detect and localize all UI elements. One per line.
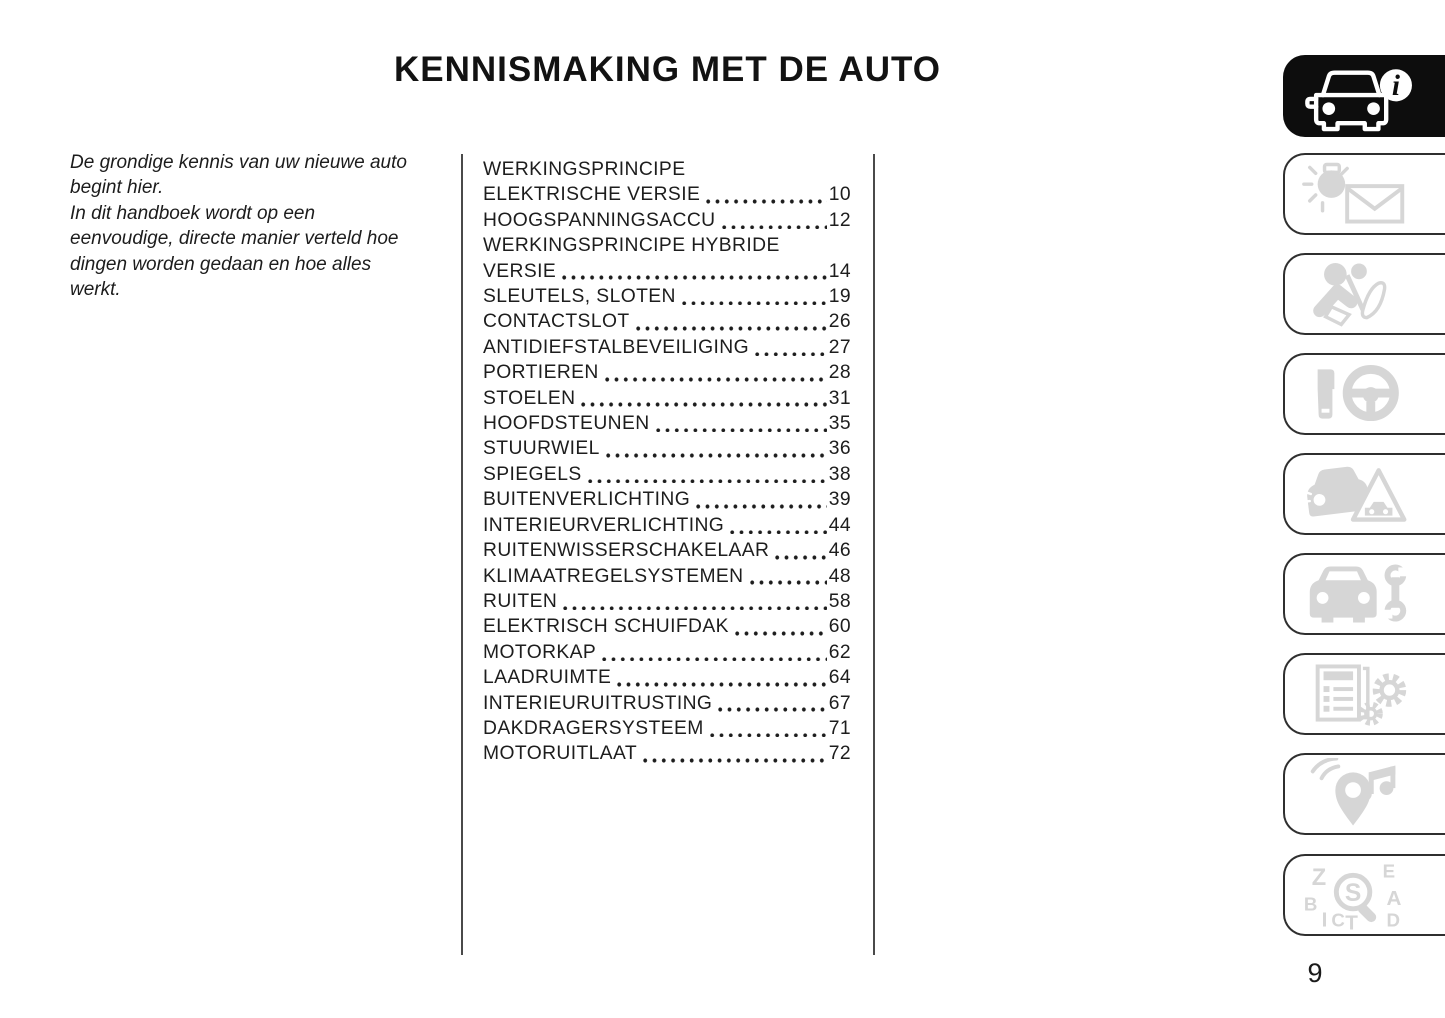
toc-entry[interactable] — [483, 589, 851, 614]
toc-entry[interactable] — [483, 665, 851, 690]
toc-entry[interactable] — [483, 386, 851, 411]
toc-dot-leader — [557, 589, 829, 614]
toc-entry-label: DAKDRAGERSYSTEEM — [483, 717, 704, 739]
page-number: 9 — [1307, 958, 1323, 988]
toc-entry-label: ELEKTRISCHE VERSIE — [483, 184, 701, 206]
toc-dot-leader — [556, 259, 829, 284]
toc-entry-label: PORTIEREN — [483, 362, 599, 384]
toc-dot-leader — [676, 284, 829, 309]
toc-dot-leader — [690, 487, 829, 512]
toc-entry-page-number: 62 — [828, 641, 851, 663]
toc-dot-leader — [769, 538, 828, 563]
car-warning-triangle-icon — [1296, 460, 1418, 528]
car-wrench-icon — [1296, 560, 1418, 628]
toc-dot-leader — [582, 462, 829, 487]
intro-line: In dit handboek wordt op een — [70, 202, 316, 224]
toc-entry-page-number: 35 — [828, 413, 851, 435]
toc-entry-label: MOTORUITLAAT — [483, 743, 638, 765]
svg-text:E: E — [1382, 860, 1396, 882]
toc-entry-label: SLEUTELS, SLOTEN — [483, 286, 676, 308]
toc-entry-label: LAADRUIMTE — [483, 667, 612, 689]
toc-dot-leader — [716, 208, 829, 233]
toc-entry-label: MOTORKAP — [483, 641, 597, 663]
svg-text:D: D — [1386, 909, 1401, 931]
toc-dot-leader — [637, 741, 829, 766]
toc-entry[interactable] — [483, 208, 851, 233]
svg-text:T: T — [1345, 911, 1358, 931]
warning-light-message-icon — [1296, 159, 1418, 229]
toc-entry-page-number: 26 — [828, 311, 851, 333]
toc-entry[interactable] — [483, 640, 851, 665]
sidebar-tab-introduction[interactable] — [1283, 55, 1445, 137]
svg-text:Z: Z — [1311, 865, 1327, 892]
toc-entry-page-number: 60 — [828, 616, 851, 638]
toc-entry-page-number: 67 — [828, 692, 851, 714]
toc-dot-leader — [650, 411, 829, 436]
toc-dot-leader — [744, 564, 829, 589]
toc-entry[interactable] — [483, 513, 851, 538]
toc-entry-page-number: 44 — [828, 514, 851, 536]
toc-dot-leader — [630, 309, 829, 334]
toc-entry[interactable] — [483, 614, 851, 639]
toc-entry-page-number: 48 — [828, 565, 851, 587]
toc-entry[interactable] — [483, 741, 851, 766]
toc-entry-label: STOELEN — [483, 387, 576, 409]
toc-entry-label: INTERIEURVERLICHTING — [483, 514, 725, 536]
toc-dot-leader — [749, 335, 829, 360]
toc-entry[interactable] — [483, 462, 851, 487]
toc-entry[interactable] — [483, 716, 851, 741]
toc-panel — [461, 154, 875, 955]
alphabetical-index-icon — [1296, 859, 1418, 931]
toc-entry-page-number: 64 — [828, 667, 851, 689]
toc-entry-label: VERSIE — [483, 260, 557, 282]
toc-entry[interactable] — [483, 360, 851, 385]
toc-entry-label: WERKINGSPRINCIPE HYBRIDE — [483, 235, 780, 257]
toc-entry-label: HOOFDSTEUNEN — [483, 413, 650, 435]
toc-dot-leader — [724, 513, 829, 538]
toc-entry-page-number: 28 — [828, 362, 851, 384]
toc-entry-page-number: 14 — [828, 260, 851, 282]
toc-entry[interactable] — [483, 309, 851, 334]
toc-entry-page-number: 31 — [828, 387, 851, 409]
toc-entry-label: SPIEGELS — [483, 463, 582, 485]
key-steering-wheel-icon — [1296, 361, 1418, 427]
toc-entry-label: CONTACTSLOT — [483, 311, 630, 333]
toc-dot-leader — [611, 665, 828, 690]
intro-line: begint hier. — [70, 177, 164, 199]
toc-entry[interactable] — [483, 233, 851, 284]
sidebar-tab-starting-driving[interactable] — [1283, 353, 1445, 435]
toc-entry[interactable] — [483, 284, 851, 309]
toc-entry[interactable] — [483, 538, 851, 563]
toc-entry-page-number: 27 — [828, 336, 851, 358]
toc-entry-label: STUURWIEL — [483, 438, 600, 460]
toc-entry[interactable] — [483, 487, 851, 512]
toc-entry-label: RUITEN — [483, 590, 558, 612]
toc-list — [483, 157, 851, 767]
svg-text:B: B — [1303, 893, 1318, 915]
toc-entry-page-number: 38 — [828, 463, 851, 485]
sidebar-tab-safety[interactable] — [1283, 253, 1445, 335]
toc-entry-page-number: 10 — [828, 184, 851, 206]
toc-entry-page-number: 71 — [828, 717, 851, 739]
sidebar-tab-multimedia[interactable] — [1283, 753, 1445, 835]
intro-text — [70, 150, 442, 302]
toc-entry-label: INTERIEURUITRUSTING — [483, 692, 713, 714]
toc-entry[interactable] — [483, 411, 851, 436]
toc-entry-label: ANTIDIEFSTALBEVEILIGING — [483, 336, 749, 358]
svg-text:S: S — [1344, 879, 1362, 907]
toc-dot-leader — [712, 691, 828, 716]
airbag-safety-icon — [1296, 258, 1418, 330]
toc-dot-leader — [600, 436, 829, 461]
toc-dot-leader — [596, 640, 829, 665]
sidebar-tab-index[interactable] — [1283, 854, 1445, 936]
toc-entry-page-number: 72 — [828, 743, 851, 765]
intro-line: werkt. — [70, 279, 121, 301]
sidebar-tab-maintenance[interactable] — [1283, 553, 1445, 635]
toc-entry-page-number: 12 — [828, 209, 851, 231]
toc-dot-leader — [575, 386, 828, 411]
sidebar-tab-emergency[interactable] — [1283, 453, 1445, 535]
sidebar-tab-instrument-panel[interactable] — [1283, 153, 1445, 235]
toc-entry-label: ELEKTRISCH SCHUIFDAK — [483, 616, 729, 638]
toc-dot-leader — [700, 182, 829, 207]
toc-dot-leader — [704, 716, 829, 741]
toc-entry[interactable] — [483, 335, 851, 360]
car-info-icon — [1296, 60, 1418, 132]
toc-entry-label: RUITENWISSERSCHAKELAAR — [483, 540, 770, 562]
toc-entry[interactable] — [483, 436, 851, 461]
toc-entry-page-number: 19 — [828, 286, 851, 308]
toc-entry[interactable] — [483, 157, 851, 208]
toc-entry-page-number: 36 — [828, 438, 851, 460]
intro-line: eenvoudige, directe manier verteld hoe — [70, 228, 399, 250]
svg-text:I: I — [1321, 908, 1328, 931]
intro-line: De grondige kennis van uw nieuwe auto — [70, 152, 407, 173]
multimedia-navigation-icon — [1296, 758, 1418, 830]
svg-text:A: A — [1386, 886, 1402, 910]
toc-entry[interactable] — [483, 564, 851, 589]
intro-line: dingen worden gedaan en hoe alles — [70, 253, 372, 275]
sidebar-tab-technical-data[interactable] — [1283, 653, 1445, 735]
svg-text:C: C — [1331, 909, 1345, 931]
toc-entry-label: WERKINGSPRINCIPE — [483, 159, 686, 180]
toc-entry-page-number: 58 — [828, 590, 851, 612]
toc-entry-label: BUITENVERLICHTING — [483, 489, 691, 511]
toc-entry-page-number: 46 — [828, 540, 851, 562]
toc-entry-label: KLIMAATREGELSYSTEMEN — [483, 565, 744, 587]
toc-entry-page-number: 39 — [828, 489, 851, 511]
toc-entry-label: HOOGSPANNINGSACCU — [483, 209, 716, 231]
toc-entry[interactable] — [483, 691, 851, 716]
checklist-gears-icon — [1296, 660, 1418, 728]
toc-dot-leader — [729, 614, 829, 639]
svg-text:i: i — [1391, 70, 1400, 103]
page-title: KENNISMAKING MET DE AUTO — [393, 50, 942, 89]
toc-dot-leader — [599, 360, 829, 385]
